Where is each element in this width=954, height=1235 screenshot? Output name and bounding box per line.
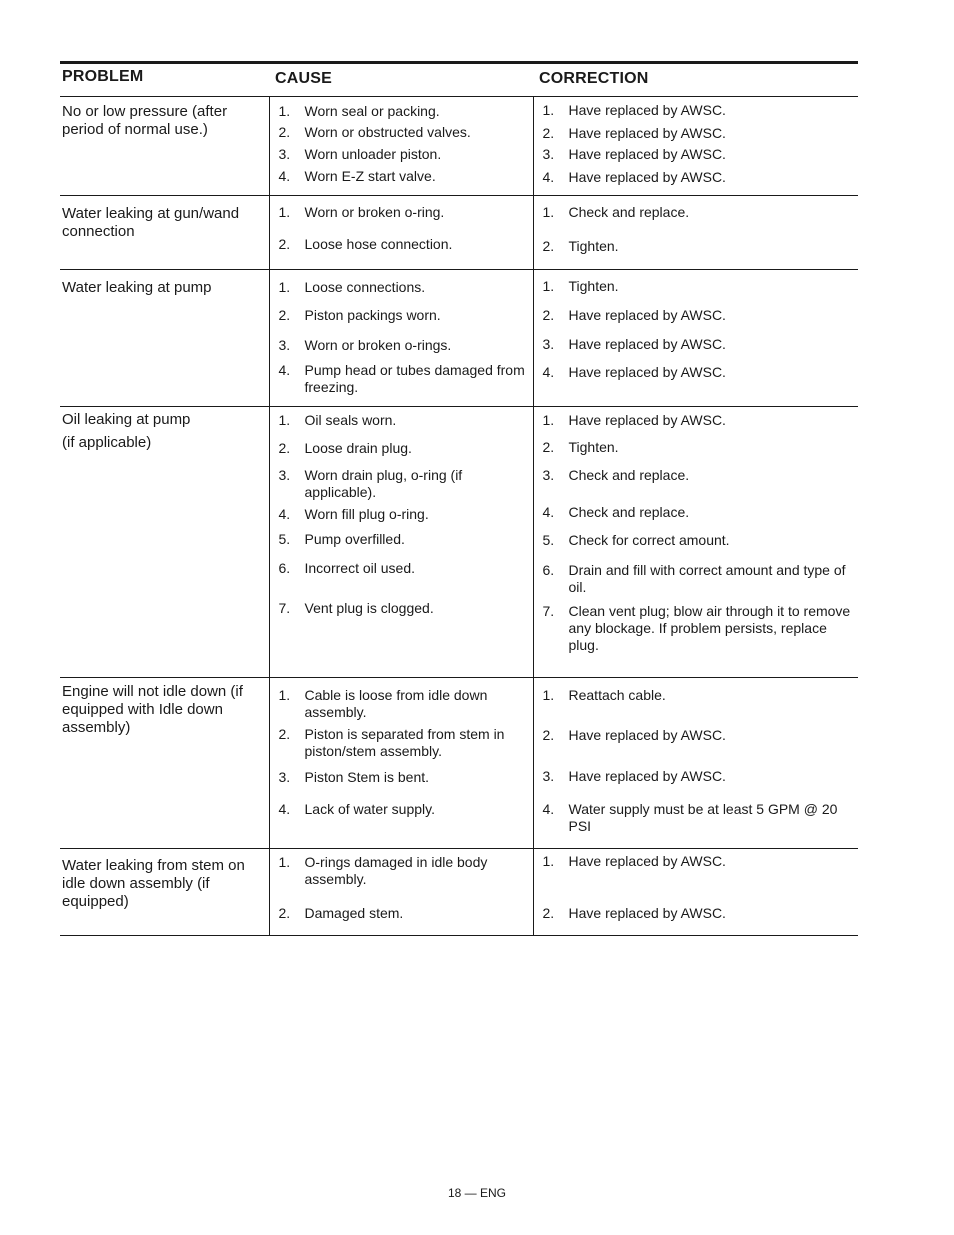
cause-item-text: Lack of water supply. xyxy=(304,801,435,817)
correction-item-number: 4. xyxy=(542,169,555,185)
correction-item-text: Check and replace. xyxy=(568,504,690,520)
correction-item-number: 5. xyxy=(542,532,555,548)
cause-item-number: 2. xyxy=(278,440,291,456)
correction-item-number: 3. xyxy=(542,768,555,784)
correction-item-text: Tighten. xyxy=(568,439,619,455)
cause-item-number: 3. xyxy=(278,146,291,162)
correction-item-number: 2. xyxy=(542,307,555,323)
cause-item-text: Piston packings worn. xyxy=(304,307,441,323)
correction-item xyxy=(534,801,859,835)
cause-item xyxy=(270,124,533,141)
correction-item-text: Tighten. xyxy=(568,278,619,294)
correction-item-text: Have replaced by AWSC. xyxy=(568,307,726,323)
correction-item-number: 2. xyxy=(542,905,555,921)
cause-item-number: 3. xyxy=(278,467,291,483)
cause-item xyxy=(270,307,533,324)
correction-item xyxy=(534,307,859,324)
problem-text: Water leaking from stem on idle down assembly (if equipped) xyxy=(62,857,245,910)
cause-item-text: Loose drain plug. xyxy=(304,440,412,456)
cause-item-number: 1. xyxy=(278,279,291,295)
cause-item-text: Pump overfilled. xyxy=(304,531,405,547)
correction-item xyxy=(534,364,859,381)
correction-item xyxy=(534,125,859,142)
correction-item-text: Have replaced by AWSC. xyxy=(568,364,726,380)
correction-item-text: Clean vent plug; blow air through it to remove any blockage. If problem persists, replace plug. xyxy=(568,603,851,653)
correction-item xyxy=(534,562,859,596)
cause-item xyxy=(270,103,533,120)
cause-item xyxy=(270,687,533,721)
cause-item-number: 2. xyxy=(278,236,291,252)
correction-item xyxy=(534,238,859,255)
table-row xyxy=(60,407,858,678)
cause-cell xyxy=(269,97,533,196)
cause-item-text: Incorrect oil used. xyxy=(304,560,415,576)
cause-item xyxy=(270,362,533,396)
correction-item xyxy=(534,853,859,870)
correction-item-text: Water supply must be at least 5 GPM @ 20 PSI xyxy=(568,801,838,834)
cause-item-text: Pump head or tubes damaged from freezing. xyxy=(304,362,525,395)
cause-item xyxy=(270,168,533,185)
correction-item xyxy=(534,412,859,429)
cause-item-number: 3. xyxy=(278,769,291,785)
cause-cell xyxy=(269,196,533,270)
correction-item-text: Check for correct amount. xyxy=(568,532,730,548)
cause-item-number: 2. xyxy=(278,726,291,742)
correction-item xyxy=(534,336,859,353)
correction-item-number: 3. xyxy=(542,336,555,352)
problem-cell xyxy=(60,270,269,407)
correction-item xyxy=(534,204,859,221)
correction-header: CORRECTION xyxy=(533,63,858,97)
problem-cell xyxy=(60,849,269,936)
correction-item-text: Check and replace. xyxy=(568,204,690,220)
problem-text: Water leaking at pump xyxy=(62,279,212,296)
cause-item-number: 4. xyxy=(278,168,291,184)
table-row xyxy=(60,196,858,270)
cause-item xyxy=(270,236,533,253)
cause-item-text: Worn seal or packing. xyxy=(304,103,440,119)
cause-item-text: Worn or broken o-rings. xyxy=(304,337,452,353)
table-row xyxy=(60,849,858,936)
cause-item-number: 2. xyxy=(278,307,291,323)
correction-item-number: 4. xyxy=(542,801,555,817)
correction-item-text: Have replaced by AWSC. xyxy=(568,146,726,162)
correction-item-number: 2. xyxy=(542,727,555,743)
problem-cell xyxy=(60,97,269,196)
cause-item-number: 1. xyxy=(278,854,291,870)
correction-cell xyxy=(533,97,858,196)
correction-item-text: Check and replace. xyxy=(568,467,690,483)
cause-header: CAUSE xyxy=(269,63,533,97)
correction-item-text: Have replaced by AWSC. xyxy=(568,905,726,921)
correction-item xyxy=(534,603,859,654)
correction-item-text: Have replaced by AWSC. xyxy=(568,768,726,784)
table-row xyxy=(60,678,858,849)
cause-item-text: Worn fill plug o-ring. xyxy=(304,506,429,522)
problem-text: Oil leaking at pump xyxy=(62,411,191,428)
cause-item-text: Piston Stem is bent. xyxy=(304,769,430,785)
cause-item-text: Oil seals worn. xyxy=(304,412,397,428)
cause-item-number: 2. xyxy=(278,124,291,140)
cause-item-text: Worn or obstructed valves. xyxy=(304,124,471,140)
correction-cell xyxy=(533,849,858,936)
correction-item xyxy=(534,467,859,484)
cause-item xyxy=(270,204,533,221)
cause-item-text: Vent plug is clogged. xyxy=(304,600,434,616)
correction-item-text: Have replaced by AWSC. xyxy=(568,336,726,352)
correction-cell xyxy=(533,407,858,678)
cause-item xyxy=(270,531,533,548)
cause-item-text: Cable is loose from idle down assembly. xyxy=(304,687,488,720)
correction-item-number: 2. xyxy=(542,238,555,254)
correction-cell xyxy=(533,678,858,849)
cause-item-number: 4. xyxy=(278,506,291,522)
cause-item-text: Damaged stem. xyxy=(304,905,404,921)
correction-cell xyxy=(533,270,858,407)
cause-item-text: Worn or broken o-ring. xyxy=(304,204,445,220)
cause-item xyxy=(270,506,533,523)
correction-item xyxy=(534,169,859,186)
cause-item-number: 2. xyxy=(278,905,291,921)
troubleshooting-table xyxy=(60,61,858,936)
correction-item-number: 1. xyxy=(542,102,555,118)
correction-item-number: 3. xyxy=(542,467,555,483)
correction-item xyxy=(534,687,859,704)
correction-item-text: Have replaced by AWSC. xyxy=(568,853,726,869)
problem-cell xyxy=(60,196,269,270)
cause-item xyxy=(270,279,533,296)
cause-item xyxy=(270,337,533,354)
correction-item-text: Have replaced by AWSC. xyxy=(568,727,726,743)
problem-text: Engine will not idle down (if equipped with Idle down assembly) xyxy=(62,683,243,736)
correction-item-text: Tighten. xyxy=(568,238,619,254)
cause-cell xyxy=(269,678,533,849)
cause-item xyxy=(270,905,533,922)
cause-item-text: O-rings damaged in idle body assembly. xyxy=(304,854,488,887)
correction-cell xyxy=(533,196,858,270)
problem-cell xyxy=(60,678,269,849)
problem-text: No or low pressure (after period of normal use.) xyxy=(62,103,228,138)
correction-item-number: 1. xyxy=(542,853,555,869)
correction-item-text: Have replaced by AWSC. xyxy=(568,125,726,141)
table-header-row xyxy=(60,63,858,97)
cause-item xyxy=(270,412,533,429)
correction-item-text: Have replaced by AWSC. xyxy=(568,169,726,185)
cause-item-number: 4. xyxy=(278,362,291,378)
cause-item xyxy=(270,467,533,501)
correction-item-number: 4. xyxy=(542,504,555,520)
cause-item-number: 1. xyxy=(278,412,291,428)
correction-item-number: 6. xyxy=(542,562,555,578)
correction-item xyxy=(534,102,859,119)
cause-item-text: Worn E-Z start valve. xyxy=(304,168,436,184)
cause-item xyxy=(270,146,533,163)
cause-item xyxy=(270,726,533,760)
correction-item-number: 1. xyxy=(542,412,555,428)
cause-item xyxy=(270,600,533,617)
table-row xyxy=(60,270,858,407)
cause-item-text: Loose hose connection. xyxy=(304,236,453,252)
correction-item xyxy=(534,278,859,295)
cause-item xyxy=(270,440,533,457)
problem-text: Water leaking at gun/wand connection xyxy=(62,205,240,240)
correction-item-text: Have replaced by AWSC. xyxy=(568,412,726,428)
cause-item-number: 4. xyxy=(278,801,291,817)
correction-item-number: 2. xyxy=(542,125,555,141)
cause-item-number: 6. xyxy=(278,560,291,576)
cause-item-text: Worn unloader piston. xyxy=(304,146,442,162)
cause-item xyxy=(270,854,533,888)
cause-item-number: 1. xyxy=(278,687,291,703)
correction-item xyxy=(534,905,859,922)
correction-item xyxy=(534,768,859,785)
cause-cell xyxy=(269,270,533,407)
cause-item-number: 1. xyxy=(278,204,291,220)
correction-item-text: Have replaced by AWSC. xyxy=(568,102,726,118)
problem-subtext: (if applicable) xyxy=(62,434,152,451)
cause-item-number: 3. xyxy=(278,337,291,353)
page-footer: 18 — ENG xyxy=(447,1186,507,1200)
cause-item xyxy=(270,560,533,577)
problem-cell xyxy=(60,407,269,678)
cause-item-text: Piston is separated from stem in piston/stem assembly. xyxy=(304,726,505,759)
correction-item-number: 3. xyxy=(542,146,555,162)
table-body xyxy=(60,97,858,936)
cause-cell xyxy=(269,849,533,936)
cause-cell xyxy=(269,407,533,678)
problem-header: PROBLEM xyxy=(60,63,269,97)
correction-item-number: 4. xyxy=(542,364,555,380)
correction-item-number: 7. xyxy=(542,603,555,619)
cause-item-number: 7. xyxy=(278,600,291,616)
correction-item-text: Reattach cable. xyxy=(568,687,666,703)
correction-item xyxy=(534,532,859,549)
correction-item xyxy=(534,439,859,456)
correction-item-number: 1. xyxy=(542,687,555,703)
cause-item-text: Worn drain plug, o-ring (if applicable). xyxy=(304,467,463,500)
table-row xyxy=(60,97,858,196)
cause-item-text: Loose connections. xyxy=(304,279,426,295)
cause-item-number: 1. xyxy=(278,103,291,119)
correction-item-number: 1. xyxy=(542,278,555,294)
cause-item xyxy=(270,801,533,818)
correction-item xyxy=(534,146,859,163)
correction-item xyxy=(534,727,859,744)
correction-item-number: 2. xyxy=(542,439,555,455)
cause-item xyxy=(270,769,533,786)
correction-item xyxy=(534,504,859,521)
correction-item-number: 1. xyxy=(542,204,555,220)
correction-item-text: Drain and fill with correct amount and type of oil. xyxy=(568,562,846,595)
cause-item-number: 5. xyxy=(278,531,291,547)
